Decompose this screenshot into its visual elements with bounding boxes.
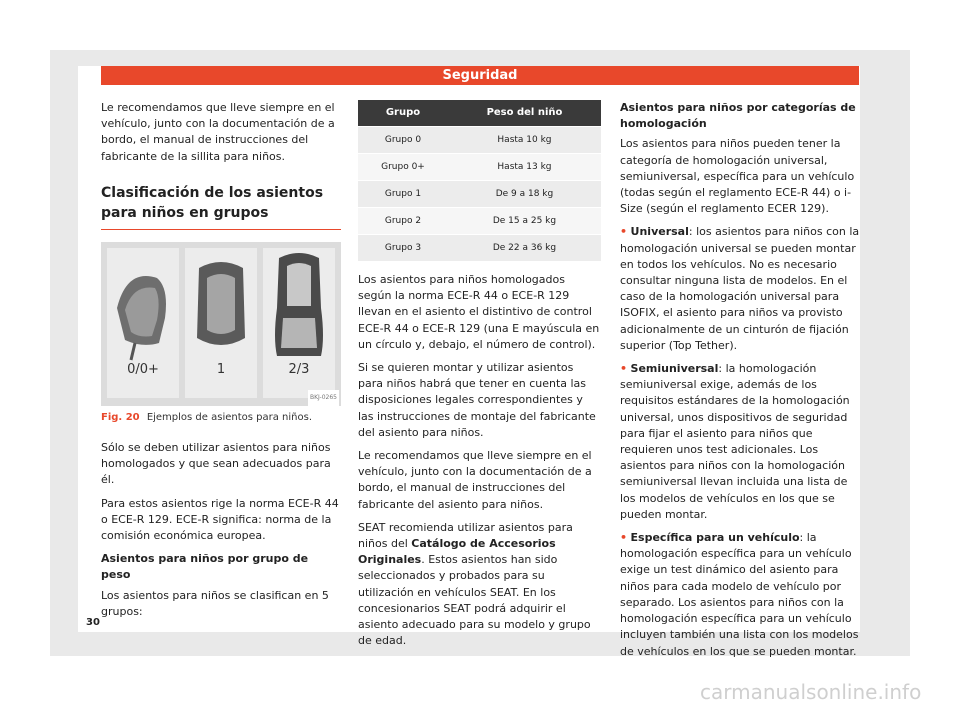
page-number: 30 [86,617,100,628]
section-header: Seguridad [101,66,859,85]
table-row [358,208,601,235]
column-right [620,100,860,667]
paragraph-7-end: . Estos asientos han sido seleccionados y probados para su utilización en vehículos SEAT. En los concesionarios SEAT podrá adquirir el asiento adecuado para su modelo y grupo de edad. [358,553,591,648]
table-cell: Grupo 0+ [358,154,448,181]
table-cell: De 15 a 25 kg [448,208,601,235]
section-title: Clasificación de los asientos para niños en grupos [101,183,341,230]
figure-label-2: 2/3 [288,361,310,377]
table-cell: Grupo 2 [358,208,448,235]
bullet-text: : la homologación semiuniversal exige, además de los requisitos estándares de la homologación universal, unos dispositivos de seguridad para fijar el asiento para niños que requieren unos test adicionales. Los asientos para niños con la homologación semiuniversal llevan incluida una lista de los modelos de vehículos en los que se pueden montar. [620,362,850,521]
weight-group-table [358,100,601,262]
bullet-dot-icon: • [620,225,628,239]
bullet-universal [620,224,860,354]
paragraph-5: Si se quieren montar y utilizar asientos para niños habrá que tener en cuenta las disposiciones legales correspondientes y las instrucciones de montaje del fabricante del asiento para niños. [358,361,596,439]
child-seat-figure [101,242,341,406]
table-row [358,181,601,208]
bullet-semiuniversal [620,361,860,523]
paragraph-8: Los asientos para niños pueden tener la categoría de homologación universal, semiuniversal, específica para un vehículo (todas según el reglamento ECE-R 44) o i-Size (según el reglamento ECER 129). [620,137,855,216]
figure-caption [101,410,341,426]
table-cell: Grupo 3 [358,235,448,262]
table-cell: De 9 a 18 kg [448,181,601,208]
table-row [358,235,601,262]
paragraph-3: Los asientos para niños se clasifican en 5 grupos: [101,588,329,618]
bullet-dot-icon: • [620,362,628,376]
paragraph-2: Para estos asientos rige la norma ECE-R 44 o ECE-R 129. ECE-R significa: norma de la comisión económica europea. [101,496,339,543]
bullet-vehicle-specific [620,530,860,660]
table-header-row [358,100,601,127]
figure-label-0: 0/0+ [127,361,159,377]
bullet-text: : la homologación específica para un vehículo exige un test dinámico del asiento para niños para cada modelo de vehículo por separado. Los asientos para niños con la homologación específica para un vehículo incluyen también una lista con los modelos de vehículos en los que se pueden montar. [620,531,859,658]
subheading-weight-groups: Asientos para niños por grupo de peso [101,552,309,582]
figure-label-1: 1 [216,361,226,377]
table-cell: Hasta 13 kg [448,154,601,181]
bullet-term: Semiuniversal [630,362,719,376]
table-cell: Grupo 0 [358,127,448,154]
table-header-weight: Peso del niño [448,100,601,127]
homologation-heading: Asientos para niños por categorías de homologación [620,101,856,131]
paragraph-6: Le recomendamos que lleve siempre en el vehículo, junto con la documentación de a bordo, el manual de instrucciones del fabricante del asiento para niños. [358,449,592,511]
table-header-group: Grupo [358,100,448,127]
table-cell: Hasta 10 kg [448,127,601,154]
table-cell: Grupo 1 [358,181,448,208]
accessories-catalog-term: Catálogo de Accesorios Originales [358,537,556,567]
bullet-text: : los asientos para niños con la homologación universal se pueden montar en todos los vehículos. No es necesario consultar ninguna lista de modelos. En el caso de la homologación universal para ISOFIX, el asiento para niños va provisto adicionalmente de un cinturón de fijación superior (Top Tether). [620,225,860,352]
paragraph-7-start: SEAT recomienda utilizar asientos para niños del [358,520,573,551]
figure-caption-text: Ejemplos de asientos para niños. [146,411,313,423]
intro-paragraph: Le recomendamos que lleve siempre en el vehículo, junto con la documentación de a bordo, el manual de instrucciones del fabricante de la sillita para niños. [101,101,335,163]
paragraph-4: Los asientos para niños homologados según la norma ECE-R 44 o ECE-R 129 llevan en el asiento el distintivo de control ECE-R 44 o ECE-R 129 (una E mayúscula en un círculo y, debajo, el número de control). [358,273,600,351]
column-middle [358,100,601,656]
bullet-term: Universal [630,225,689,239]
figure-number: Fig. 20 [101,411,140,423]
paragraph-7 [358,520,601,650]
column-left [101,100,341,627]
table-cell: De 22 a 36 kg [448,235,601,262]
figure-code: BKJ-0265 [308,390,339,406]
bullet-dot-icon: • [620,531,628,545]
table-row [358,154,601,181]
watermark: carmanualsonline.info [700,680,922,704]
paragraph-1: Sólo se deben utilizar asientos para niños homologados y que sean adecuados para él. [101,441,331,487]
bullet-term: Específica para un vehículo [630,531,800,545]
table-row [358,127,601,154]
